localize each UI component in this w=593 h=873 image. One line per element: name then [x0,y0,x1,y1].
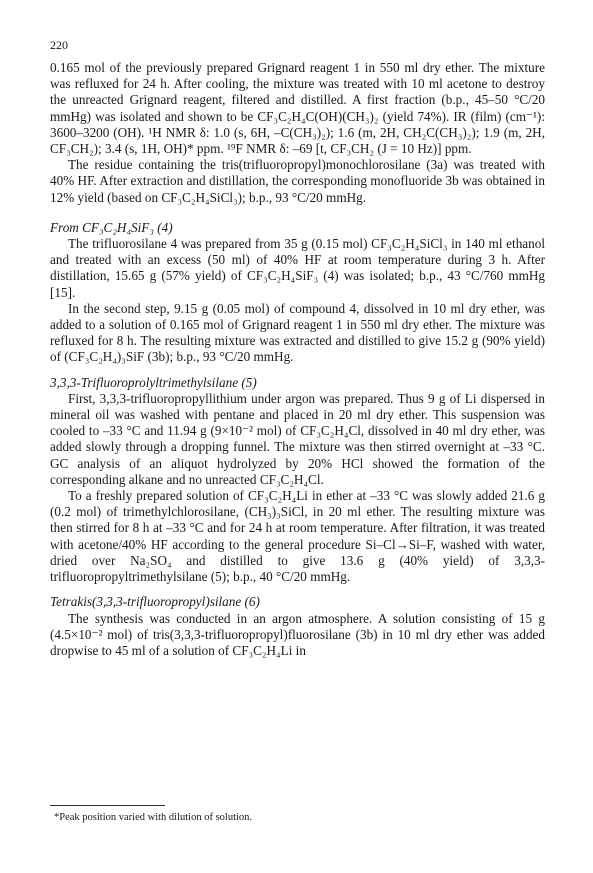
footnote-divider [50,805,165,806]
paragraph-residue: The residue containing the tris(trifluoropropyl)monochlorosilane (3a) was treated with 40% HF. After extraction and distillation, the corresponding monofluoride 3b was obtained in 12% yield (based on CF₃C₂H₄SiCl₃); b.p., 93 °C/20 mmHg. [50,157,545,205]
paragraph-argon-synthesis: The synthesis was conducted in an argon atmosphere. A solution consisting of 15 g (4.5×10⁻² mol) of tris(3,3,3-trifluoropropyl)fluorosilane (3b) in 10 ml dry ether was added dropwise to 45 ml of a solution of CF₃C₂H₄Li in [50,610,545,658]
paragraph-trifluorosilane-prep: The trifluorosilane 4 was prepared from 35 g (0.15 mol) CF₃C₂H₄SiCl₃ in 140 ml ethanol and treated with an excess (50 ml) of 40% HF at room temperature during 3 h. After distillation, 15.65 g (57% yield) of CF₃C₂H₄SiF₃ (4) was isolated; b.p., 43 °C/760 mmHg [15]. [50,236,545,300]
paragraph-second-step: In the second step, 9.15 g (0.05 mol) of compound 4, dissolved in 10 ml dry ether, was added to a solution of 0.165 mol of Grignard reagent 1 in 550 ml dry ether. The mixture was refluxed for 8 h. The resulting mixture was extracted and distilled to give 15.2 g (90% yield) of (CF₃C₂H₄)₃SiF (3b); b.p., 93 °C/20 mmHg. [50,300,545,365]
section-heading-tetrakis: Tetrakis(3,3,3-trifluoropropyl)silane (6) [50,594,260,610]
page-number: 220 [50,38,68,52]
section-heading-from-cf3c2h4sif3: From CF₃C₂H₄SiF₃ (4) [50,219,173,235]
footnote: *Peak position varied with dilution of solution. [54,812,253,823]
paragraph-lithium-prep: First, 3,3,3-trifluoropropyllithium under argon was prepared. Thus 9 g of Li dispersed in mineral oil was washed with pentane and placed in 20 ml dry ether. This suspension was cooled to –33 °C and 11.94 g (9×10⁻² mol) of CF₃C₂H₄Cl, dissolved in 40 ml dry ether, was added slowly through a dropping funnel. The mixture was then stirred overnight at –33 °C. GC analysis of an aliquot hydrolyzed by 20% HCl showed the formation of the corresponding alkane and no unreacted CF₃C₂H₄Cl. [50,390,545,487]
article-body [50,60,545,659]
section-heading-trimethylsilane: 3,3,3-Trifluoroprolyltrimethylsilane (5) [50,374,257,390]
paragraph-trimethylchlorosilane: To a freshly prepared solution of CF₃C₂H₄Li in ether at –33 °C was slowly added 21.6 g (0.2 mol) of trimethylchlorosilane, (CH₃)₃SiCl, in 20 ml ether. The resulting mixture was then stirred for 8 h at –33 °C and for 24 h at room temperature. After filtration, it was treated with acetone/40% HF according to the general procedure Si–Cl→Si–F, washed with water, dried over Na₂SO₄ and distilled to give 13.6 g (40% yield) of 3,3,3-trifluoropropyltrimethylsilane (5); b.p., 40 °C/20 mmHg. [50,488,545,585]
paragraph-grignard-reaction: 0.165 mol of the previously prepared Grignard reagent 1 in 550 ml dry ether. The mixture was refluxed for 24 h. After cooling, the mixture was treated with 10 ml acetone to destroy the unreacted Grignard reagent, filtered and distilled. A first fraction (b.p., 45–50 °C/20 mmHg) was isolated and shown to be CF₃C₂H₄C(OH)(CH₃)₂ (yield 74%). IR (film) (cm⁻¹): 3600–3200 (OH). ¹H NMR δ: 1.0 (s, 6H, –C(CH₃)₂); 1.6 (m, 2H, CH₂C(CH₃)₂); 1.9 (m, 2H, CF₃CH₂); 3.4 (s, 1H, OH)* ppm. ¹⁹F NMR δ: –69 [t, CF₃CH₂ (J = 10 Hz)] ppm. [50,60,545,157]
